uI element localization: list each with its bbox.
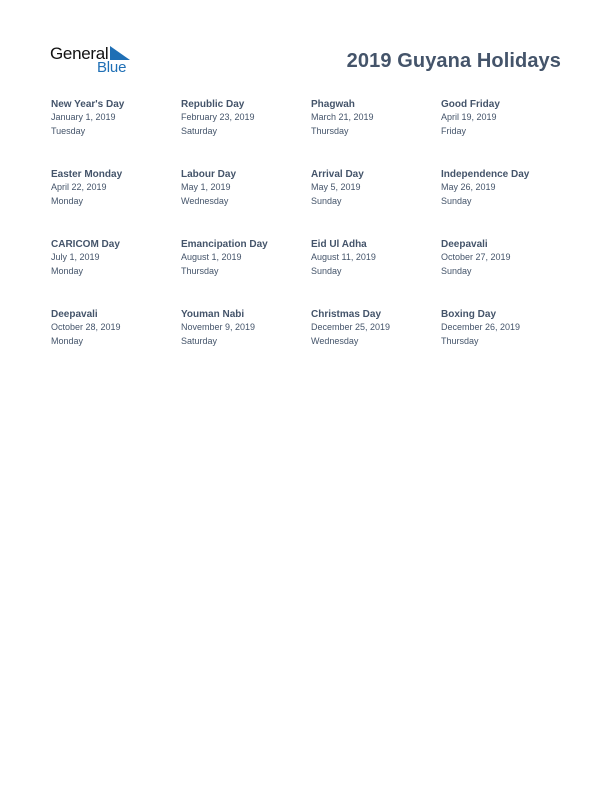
logo-text-blue: Blue [97,59,127,76]
holiday-row [51,238,571,308]
holiday-entry [51,238,179,278]
holiday-name: Eid Ul Adha [311,239,367,250]
holiday-weekday: Sunday [311,195,342,206]
holiday-entry [181,238,309,278]
holiday-date: October 27, 2019 [441,252,511,262]
holiday-name: Deepavali [51,309,98,320]
holiday-weekday: Wednesday [181,195,229,206]
holiday-weekday: Thursday [181,265,219,276]
holiday-entry [51,168,179,208]
holiday-weekday: Wednesday [311,335,359,346]
holiday-date: May 26, 2019 [441,182,496,192]
holiday-date: December 25, 2019 [311,322,391,332]
holiday-weekday: Sunday [441,195,472,206]
holiday-date: July 1, 2019 [51,252,100,262]
holiday-date: January 1, 2019 [51,112,116,122]
page-title: 2019 Guyana Holidays [346,50,561,72]
generalblue-logo [50,44,140,78]
holiday-row [51,308,571,378]
holiday-entry [181,98,309,138]
holiday-name: Phagwah [311,99,355,110]
holiday-entry [311,308,439,348]
holiday-weekday: Monday [51,195,84,206]
holiday-weekday: Monday [51,265,84,276]
holiday-weekday: Sunday [311,265,342,276]
holiday-date: May 5, 2019 [311,182,361,192]
holiday-entry [181,308,309,348]
holiday-row [51,98,571,168]
logo-triangle-icon [110,46,130,60]
holiday-date: February 23, 2019 [181,112,255,122]
holiday-date: December 26, 2019 [441,322,521,332]
holiday-date: October 28, 2019 [51,322,121,332]
holiday-weekday: Sunday [441,265,472,276]
holiday-date: March 21, 2019 [311,112,374,122]
holiday-entry [311,238,439,278]
holiday-name: Easter Monday [51,169,123,180]
holiday-row [51,168,571,238]
holiday-entry [441,308,569,348]
holiday-name: Republic Day [181,99,245,110]
holiday-entry [181,168,309,208]
holiday-date: August 11, 2019 [311,252,376,262]
holiday-entry [441,238,569,278]
holiday-grid [51,98,571,378]
holiday-weekday: Monday [51,335,84,346]
holiday-weekday: Friday [441,125,467,136]
holiday-date: August 1, 2019 [181,252,242,262]
holiday-name: Youman Nabi [181,309,245,320]
holiday-date: November 9, 2019 [181,322,256,332]
holiday-date: April 19, 2019 [441,112,497,122]
holiday-weekday: Thursday [441,335,479,346]
holiday-entry [51,308,179,348]
holiday-weekday: Thursday [311,125,349,136]
holiday-name: Christmas Day [311,309,382,320]
holiday-name: New Year's Day [51,99,125,110]
holiday-date: May 1, 2019 [181,182,231,192]
holiday-name: Arrival Day [311,169,364,180]
holiday-name: Independence Day [441,169,530,180]
holiday-name: Boxing Day [441,309,497,320]
holiday-entry [51,98,179,138]
holiday-entry [311,168,439,208]
holiday-name: Labour Day [181,169,237,180]
holiday-entry [311,98,439,138]
holiday-date: April 22, 2019 [51,182,107,192]
holiday-name: Emancipation Day [181,239,268,250]
holiday-name: CARICOM Day [51,239,120,250]
holiday-name: Good Friday [441,99,500,110]
logo-text-general: General [50,44,109,63]
holiday-weekday: Tuesday [51,125,86,136]
holiday-weekday: Saturday [181,125,218,136]
holiday-entry [441,168,569,208]
holiday-weekday: Saturday [181,335,218,346]
holiday-name: Deepavali [441,239,488,250]
holiday-entry [441,98,569,138]
